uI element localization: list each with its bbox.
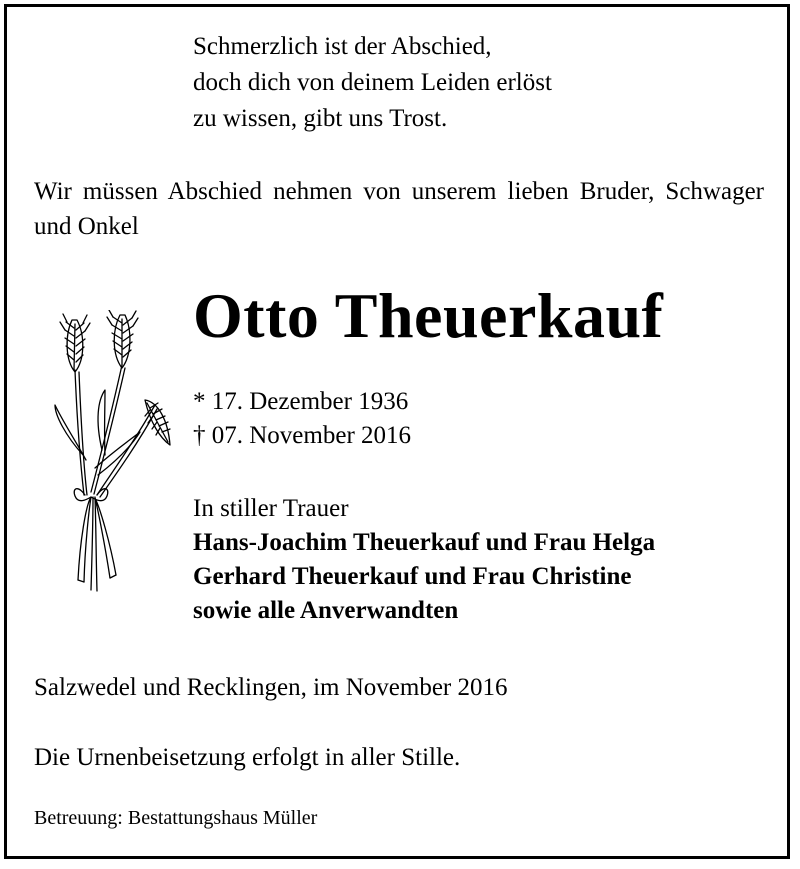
care-note: Betreuung: Bestattungshaus Müller	[34, 807, 318, 829]
birth-date: * 17. Dezember 1936	[193, 388, 409, 415]
memorial-poem	[193, 29, 552, 137]
life-dates	[193, 385, 411, 453]
death-date: † 07. November 2016	[193, 422, 412, 449]
place-date: Salzwedel und Recklingen, im November 2016	[34, 674, 508, 701]
intro-text: Wir müssen Abschied nehmen von unserem lieben Bruder, Schwager und Onkel	[34, 178, 764, 240]
mourner-line-3: sowie alle Anverwandten	[193, 597, 459, 624]
mourner-line-2: Gerhard Theuerkauf und Frau Christine	[193, 563, 632, 590]
deceased-name: Otto Theuerkauf	[193, 280, 664, 351]
poem-line-2: doch dich von deinem Leiden erlöst	[193, 69, 552, 96]
mourners-block	[193, 492, 655, 628]
mourning-heading: In stiller Trauer	[193, 495, 349, 522]
poem-line-3: zu wissen, gibt uns Trost.	[193, 105, 448, 132]
poem-line-1: Schmerzlich ist der Abschied,	[193, 33, 492, 60]
wheat-sheaf-icon	[50, 310, 175, 600]
burial-note: Die Urnenbeisetzung erfolgt in aller Stille.	[34, 744, 461, 771]
mourner-line-1: Hans-Joachim Theuerkauf und Frau Helga	[193, 529, 656, 556]
